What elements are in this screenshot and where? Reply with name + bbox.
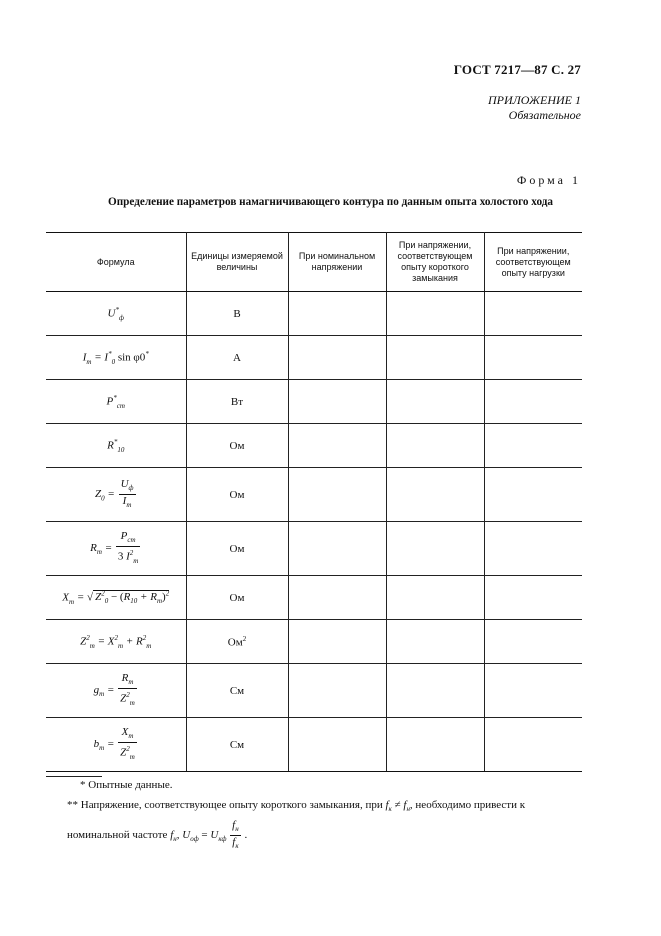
value-cell-nominal [288,718,386,772]
value-cell-short-circuit [386,468,484,522]
table-row [46,292,582,336]
unit-cell: Ом [186,424,288,468]
unit-cell: А [186,336,288,380]
table-header-row [46,233,582,292]
value-cell-short-circuit [386,620,484,664]
value-cell-load [484,718,582,772]
form-label: Форма 1 [516,173,581,187]
value-cell-load [484,292,582,336]
unit-cell: Ом [186,468,288,522]
table-row [46,664,582,718]
value-cell-short-circuit [386,424,484,468]
footnote-divider [46,776,102,777]
table-row [46,576,582,620]
header-nominal: При номинальном напряжении [288,233,386,292]
footnote-2: ** Напряжение, соответствующее опыту короткого замыкания, при $f_к \ne f_н$, необходимо привести к номинальной частоте $f_н$, $U_{оф} = U_{кф}$ $\frac{f_н}{f_к}$ . [67,799,526,851]
footnote-1-marker: * [80,779,86,791]
unit-cell: Вт [186,380,288,424]
formula-cell: $R^*_{10}$ [46,424,186,468]
formula-cell: $R_m$ = $\frac{P_{ст}}{3 I^2_m}$ [46,522,186,576]
value-cell-nominal [288,424,386,468]
value-cell-nominal [288,576,386,620]
table-row [46,522,582,576]
table-row [46,718,582,772]
formula-cell: $Z^2_m = X^2_m + R^2_m$ [46,620,186,664]
formula-cell: $b_m$ = $\frac{X_m}{Z^2_m}$ [46,718,186,772]
table-row [46,468,582,522]
value-cell-short-circuit [386,292,484,336]
table-title: Определение параметров намагничивающего контура по данным опыта холостого хода [108,196,553,208]
value-cell-nominal [288,620,386,664]
value-cell-short-circuit [386,380,484,424]
formula-cell: $Z_0$ = $\frac{U_ф}{I_m}$ [46,468,186,522]
value-cell-nominal [288,522,386,576]
formula-cell: $I_m = I^*_0$ sin φ0* [46,336,186,380]
unit-cell: $Ом^2$ [186,620,288,664]
unit-cell: В [186,292,288,336]
appendix-block [488,93,581,123]
value-cell-load [484,522,582,576]
footnote-1 [80,779,172,791]
value-cell-nominal [288,468,386,522]
header-units: Единицы измеряемой величины [186,233,288,292]
table-row [46,424,582,468]
value-cell-short-circuit [386,576,484,620]
value-cell-load [484,468,582,522]
unit-cell: См [186,664,288,718]
value-cell-load [484,664,582,718]
value-cell-nominal [288,336,386,380]
value-cell-short-circuit [386,522,484,576]
value-cell-short-circuit [386,718,484,772]
appendix-status: Обязательное [508,108,581,122]
formula-cell: $P^*_{ст}$ [46,380,186,424]
value-cell-short-circuit [386,664,484,718]
header-formula: Формула [46,233,186,292]
unit-cell: Ом [186,522,288,576]
unit-cell: См [186,718,288,772]
formula-cell: $U^*_ф$ [46,292,186,336]
footnote-2-text-a: Напряжение, соответствующее опыту короткого замыкания, при [80,799,383,811]
value-cell-load [484,620,582,664]
parameters-table [46,232,582,772]
header-short-circuit: При напряжении, соответствующем опыту короткого замыкания [386,233,484,292]
table-row [46,380,582,424]
footnote-1-text: Опытные данные. [88,779,173,791]
document-number: ГОСТ 7217—87 С. 27 [453,62,581,77]
value-cell-short-circuit [386,336,484,380]
table-row [46,620,582,664]
unit-cell: Ом [186,576,288,620]
formula-cell: $g_m$ = $\frac{R_m}{Z^2_m}$ [46,664,186,718]
value-cell-load [484,380,582,424]
table-row [46,336,582,380]
formula-cell: $X_m$ = √ $Z^2_0 - (R_{10} + R_m)^2$ [46,576,186,620]
value-cell-nominal [288,380,386,424]
appendix-label: ПРИЛОЖЕНИЕ 1 [488,93,581,107]
value-cell-load [484,336,582,380]
footnote-2-text-b: , необходимо привести к номинальной частоте [67,799,526,842]
value-cell-nominal [288,664,386,718]
value-cell-nominal [288,292,386,336]
value-cell-load [484,576,582,620]
value-cell-load [484,424,582,468]
footnote-2-marker: ** [67,799,78,811]
header-load: При напряжении, соответствующем опыту нагрузки [484,233,582,292]
